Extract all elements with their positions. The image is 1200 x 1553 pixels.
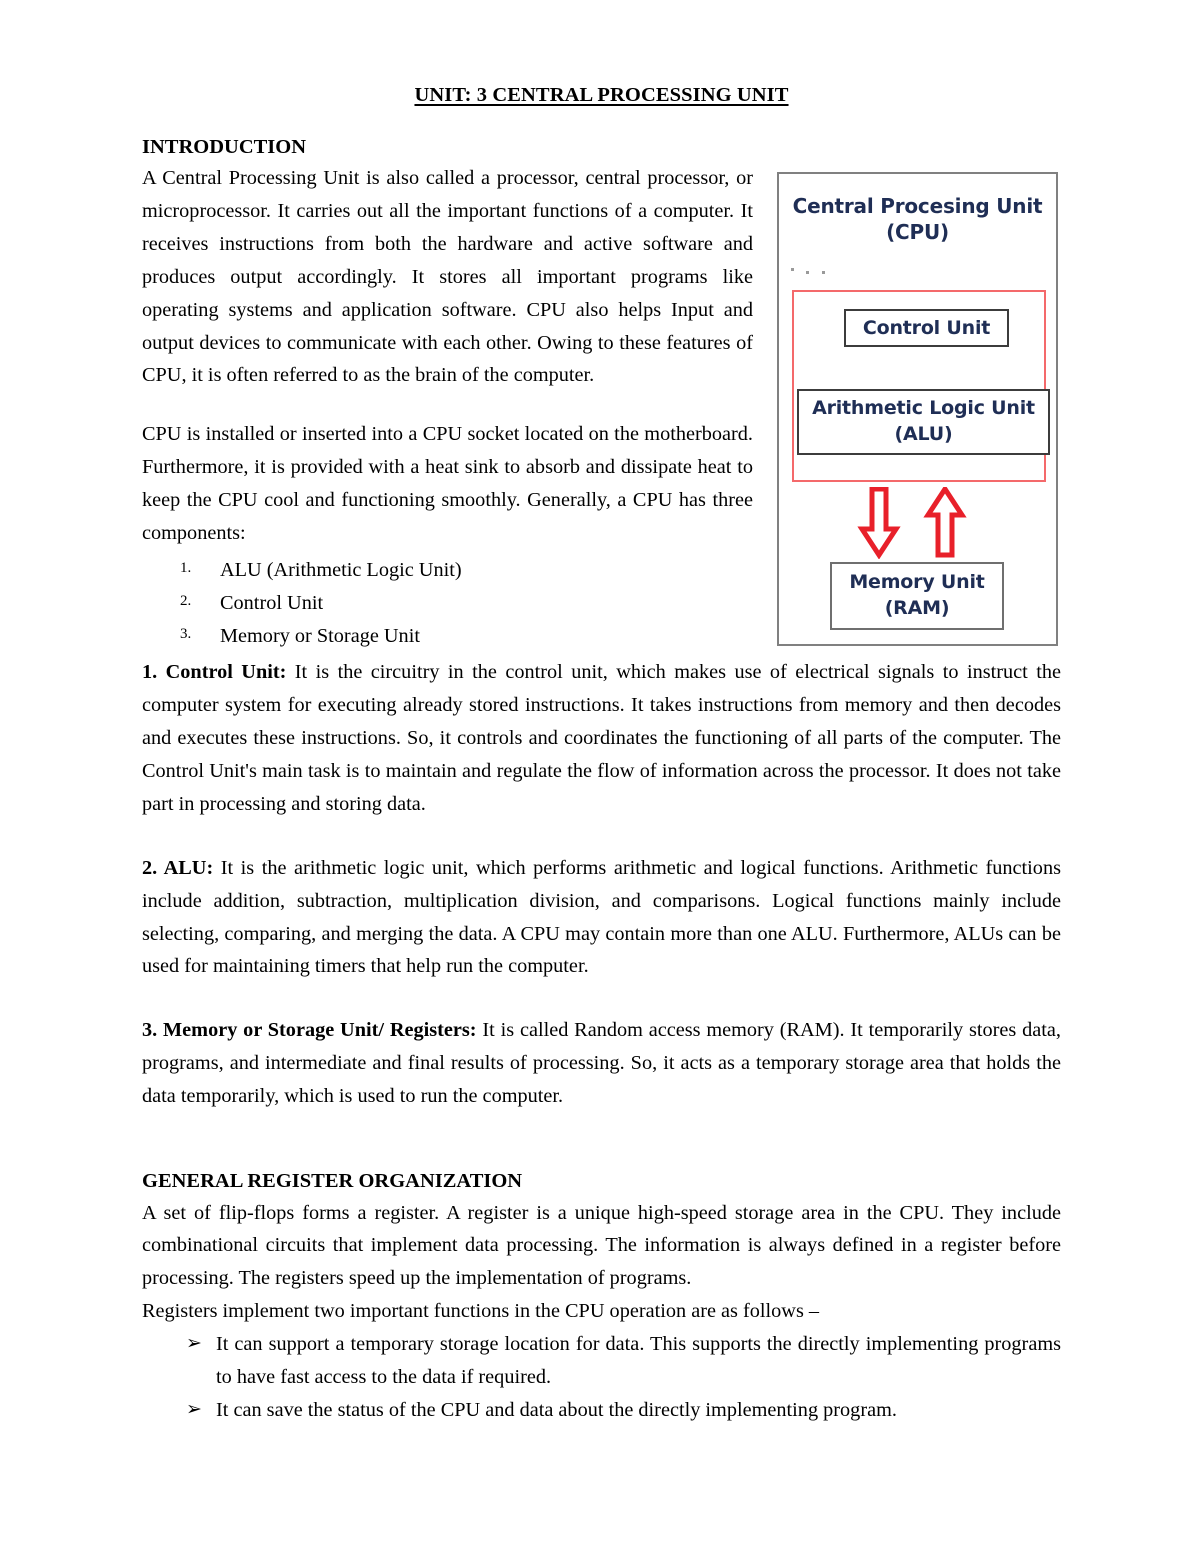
figure-title-line1: Central Procesing Unit xyxy=(792,194,1043,218)
alu-paragraph xyxy=(142,852,1061,984)
arrow-bullet-icon: ➢ xyxy=(186,1332,202,1355)
list-item-text: It can save the status of the CPU and data about the directly implementing program. xyxy=(216,1398,897,1421)
document-body xyxy=(142,84,1061,1427)
figure-title-line2: (CPU) xyxy=(886,219,949,244)
alu-label: 2. ALU: xyxy=(142,856,214,879)
memory-unit-label: 3. Memory or Storage Unit/ Registers: xyxy=(142,1019,477,1042)
list-item xyxy=(142,1394,1061,1427)
arrow-bullet-icon: ➢ xyxy=(186,1397,202,1420)
cpu-components-list xyxy=(142,554,791,653)
gro-paragraph-1: A set of flip-flops forms a register. A register is a unique high-speed storage area in the CPU. They include combinational circuits that implement data processing. The information is always defined in a register before processing. The registers speed up the implementation of programs. xyxy=(142,1201,1061,1290)
memory-box-line2: (RAM) xyxy=(884,596,950,619)
list-item-text: It can support a temporary storage location for data. This supports the directly implementing programs to have fast access to the data if required. xyxy=(216,1333,1061,1388)
memory-unit-text: It is called Random access memory (RAM). It temporarily stores data, programs, and intermediate and final results of processing. So, it acts as a temporary storage area that holds the data temporarily, which is used to run the computer. xyxy=(142,1019,1061,1108)
list-item: Memory or Storage Unit xyxy=(220,624,420,647)
control-unit-box: Control Unit xyxy=(844,309,1009,347)
register-functions-list xyxy=(142,1328,1061,1427)
page-title xyxy=(142,84,1061,107)
list-item: ALU (Arithmetic Logic Unit) xyxy=(220,558,462,581)
control-unit-text: It is the circuitry in the control unit, which makes use of electrical signals to instruct the computer system for executing already stored instructions. It takes instructions from memory and then decodes and executes these instructions. So, it controls and coordinates the functioning of all parts of the computer. The Control Unit's main task is to maintain and regulate the flow of information across the processor. It does not take part in processing and storing data. xyxy=(142,661,1061,815)
control-unit-paragraph xyxy=(142,656,1061,820)
intro-paragraph-2: CPU is installed or inserted into a CPU socket located on the motherboard. Furthermore, it is provided with a heat sink to absorb and dissipate heat to keep the CPU cool and functioning smoothly. Generally, a CPU has three components: xyxy=(142,423,753,544)
list-item: Control Unit xyxy=(220,591,324,614)
alu-text: It is the arithmetic logic unit, which performs arithmetic and logical functions. Arithmetic functions include addition, subtraction, multiplication division, and comparisons. Logical functions mainly include selecting, comparing, and merging the data. A CPU may contain more than one ALU. Furthermore, ALUs can be used for maintaining timers that help run the computer. xyxy=(142,856,1061,978)
alu-box-line1: Arithmetic Logic Unit xyxy=(812,397,1035,419)
heading-introduction: INTRODUCTION xyxy=(142,135,307,158)
gro-paragraph-2: Registers implement two important functions in the CPU operation are as follows – xyxy=(142,1300,820,1323)
heading-general-register-organization: GENERAL REGISTER ORGANIZATION xyxy=(142,1169,523,1192)
alu-box-line2: (ALU) xyxy=(894,422,953,445)
page-title-text: UNIT: 3 CENTRAL PROCESSING UNIT xyxy=(414,84,789,106)
control-unit-label: 1. Control Unit: xyxy=(142,661,287,684)
list-item xyxy=(142,1328,1061,1394)
memory-box-line1: Memory Unit xyxy=(849,571,985,593)
memory-unit-paragraph xyxy=(142,1014,1061,1113)
intro-paragraph-1: A Central Processing Unit is also called a processor, central processor, or microprocessor. It carries out all the important functions of a computer. It receives instructions from both the hardware and active software and produces output accordingly. It stores all important programs like operating systems and application software. CPU also helps Input and output devices to communicate with each other. Owing to these features of CPU, it is often referred to as the brain of the computer. xyxy=(142,167,753,387)
